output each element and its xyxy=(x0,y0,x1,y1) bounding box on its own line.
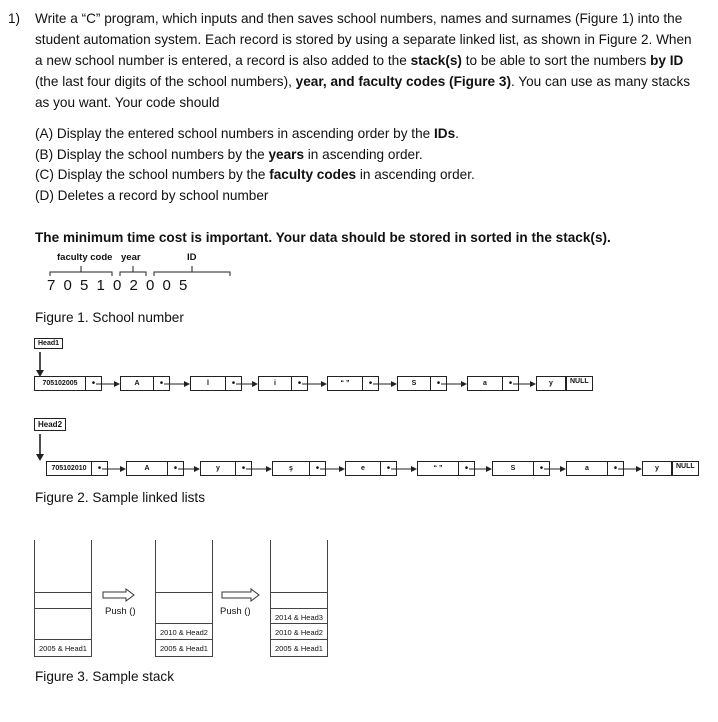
question-line-1: Write a “C” program, which inputs and then saves school numbers, names and surnames (Figure 1) into the xyxy=(35,11,683,26)
question-line-5: as you want. Your code should xyxy=(35,95,220,110)
list2-node-1: A • xyxy=(126,461,184,476)
figure3-caption: Figure 3. Sample stack xyxy=(35,669,175,684)
school-number-digits: 7 0 5 1 0 2 0 0 5 xyxy=(47,277,188,294)
push-label-2: Push () xyxy=(220,606,251,617)
stack3-empty-1 xyxy=(271,592,327,609)
list2-node-8: y xyxy=(642,461,672,476)
list2-node-6: S • xyxy=(492,461,550,476)
stack1-empty-1 xyxy=(35,592,91,609)
list1-node-6: a • xyxy=(467,376,519,391)
figure1-caption: Figure 1. School number xyxy=(35,310,184,325)
task-b: (B) Display the school numbers by the years in ascending order. xyxy=(35,146,423,162)
head2-label: Head2 xyxy=(34,418,66,431)
stack2-cell-1: 2005 & Head1 xyxy=(156,639,212,657)
question-number: 1) xyxy=(8,11,21,26)
stack3-cell-0: 2014 & Head3 xyxy=(271,608,327,625)
push-arrow-1 xyxy=(102,588,136,602)
stack3-cell-1: 2010 & Head2 xyxy=(271,623,327,640)
stack1-cell-0: 2005 & Head1 xyxy=(35,639,91,657)
label-year: year xyxy=(121,252,141,263)
head2-arrow xyxy=(36,434,46,462)
list1-node-1: A • xyxy=(120,376,170,391)
list1-node-7: y xyxy=(536,376,566,391)
list1-null: NULL xyxy=(566,376,593,391)
stack2-empty-1 xyxy=(156,592,212,609)
head1-arrow xyxy=(36,352,46,378)
question-line-3: a new school number is entered, a record is also added to the stack(s) to be able to sort the numbers by ID xyxy=(35,53,684,68)
head1-label: Head1 xyxy=(34,338,63,349)
list1-arrows xyxy=(0,376,718,392)
list2-node-4: e • xyxy=(345,461,397,476)
label-id: ID xyxy=(187,252,197,263)
list2-null: NULL xyxy=(672,461,699,476)
note-text: The minimum time cost is important. Your data should be stored in sorted in the stack(s). xyxy=(35,230,611,245)
stack1-empty-2 xyxy=(35,608,91,625)
list2-node-5: “ ” • xyxy=(417,461,475,476)
stack-3 xyxy=(270,540,328,657)
list1-node-4: “ ” • xyxy=(327,376,379,391)
list1-node-3: i • xyxy=(258,376,308,391)
list2-arrows xyxy=(0,461,718,477)
task-list xyxy=(35,124,475,206)
push-label-1: Push () xyxy=(105,606,136,617)
list1-node-5: S • xyxy=(397,376,447,391)
list2-node-7: a • xyxy=(566,461,624,476)
stack2-cell-0: 2010 & Head2 xyxy=(156,623,212,640)
push-arrow-2 xyxy=(221,588,261,602)
question-line-2: student automation system. Each record is stored by using a separate linked list, as shown in Figure 2. When xyxy=(35,32,692,47)
task-d: (D) Deletes a record by school number xyxy=(35,187,269,203)
stack-2 xyxy=(155,540,213,657)
list2-node-2: y • xyxy=(200,461,252,476)
label-faculty-code: faculty code xyxy=(57,252,113,263)
stack3-cell-2: 2005 & Head1 xyxy=(271,639,327,657)
task-c: (C) Display the school numbers by the faculty codes in ascending order. xyxy=(35,167,475,182)
question-line-4: (the last four digits of the school numbers), year, and faculty codes (Figure 3). You can use as many stacks xyxy=(35,74,691,89)
list2-node-3: ş • xyxy=(272,461,326,476)
task-a: (A) Display the entered school numbers in ascending order by the IDs. xyxy=(35,126,459,141)
list1-node-0: 705102005 • xyxy=(34,376,102,391)
figure2-caption: Figure 2. Sample linked lists xyxy=(35,490,205,505)
stack-1 xyxy=(34,540,92,657)
question-text xyxy=(35,8,710,113)
list1-node-2: l • xyxy=(190,376,242,391)
list2-node-0: 705102010 • xyxy=(46,461,108,476)
